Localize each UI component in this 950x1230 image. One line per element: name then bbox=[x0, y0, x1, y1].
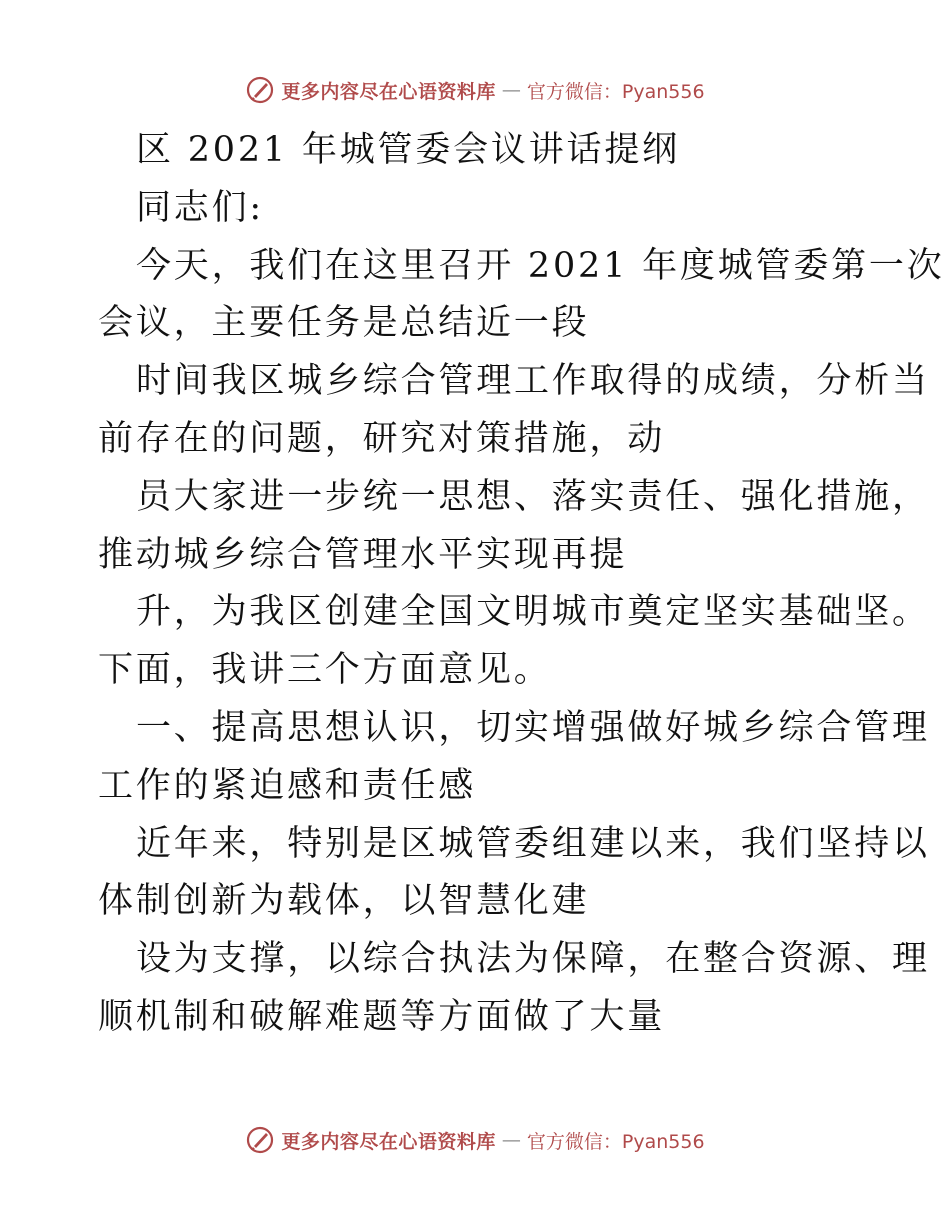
footer-watermark bbox=[0, 1120, 950, 1160]
text-line: 体制创新为载体，以智慧化建 bbox=[98, 881, 590, 922]
document-title: 区 2021 年城管委会议讲话提纲 bbox=[136, 130, 680, 170]
header-watermark bbox=[0, 70, 950, 110]
watermark-brand-text: 更多内容尽在心语资料库 bbox=[281, 80, 496, 103]
watermark-contact-text: 官方微信：Pyan556 bbox=[526, 1130, 705, 1153]
watermark-brand-text: 更多内容尽在心语资料库 bbox=[281, 1130, 496, 1153]
text-line: 推动城乡综合管理水平实现再提 bbox=[98, 534, 628, 575]
red-quill-logo-icon bbox=[245, 1125, 275, 1155]
text-line: 今天，我们在这里召开 2021 年度城管委第一次 bbox=[136, 245, 945, 286]
salutation: 同志们: bbox=[136, 187, 264, 228]
text-line: 设为支撑，以综合执法为保障，在整合资源、理 bbox=[136, 939, 930, 980]
text-line: 会议，主要任务是总结近一段 bbox=[98, 303, 590, 344]
section-heading: 一、提高思想认识，切实增强做好城乡综合管理 bbox=[136, 707, 930, 748]
text-line: 时间我区城乡综合管理工作取得的成绩，分析当 bbox=[136, 361, 930, 402]
text-line: 近年来，特别是区城管委组建以来，我们坚持以 bbox=[136, 823, 930, 864]
text-line: 升，为我区创建全国文明城市奠定坚实基础坚。 bbox=[136, 592, 930, 633]
text-line: 顺机制和破解难题等方面做了大量 bbox=[98, 996, 666, 1037]
watermark-contact-text: 官方微信：Pyan556 bbox=[526, 80, 705, 103]
red-quill-logo-icon bbox=[245, 75, 275, 105]
section-heading-continuation: 工作的紧迫感和责任感 bbox=[98, 765, 477, 806]
text-line: 员大家进一步统一思想、落实责任、强化措施， bbox=[136, 476, 930, 517]
document-body bbox=[98, 122, 945, 1047]
watermark-separator: — bbox=[501, 79, 521, 101]
text-line: 下面，我讲三个方面意见。 bbox=[98, 650, 552, 691]
text-line: 前存在的问题，研究对策措施，动 bbox=[98, 418, 666, 459]
watermark-separator: — bbox=[501, 1129, 521, 1151]
